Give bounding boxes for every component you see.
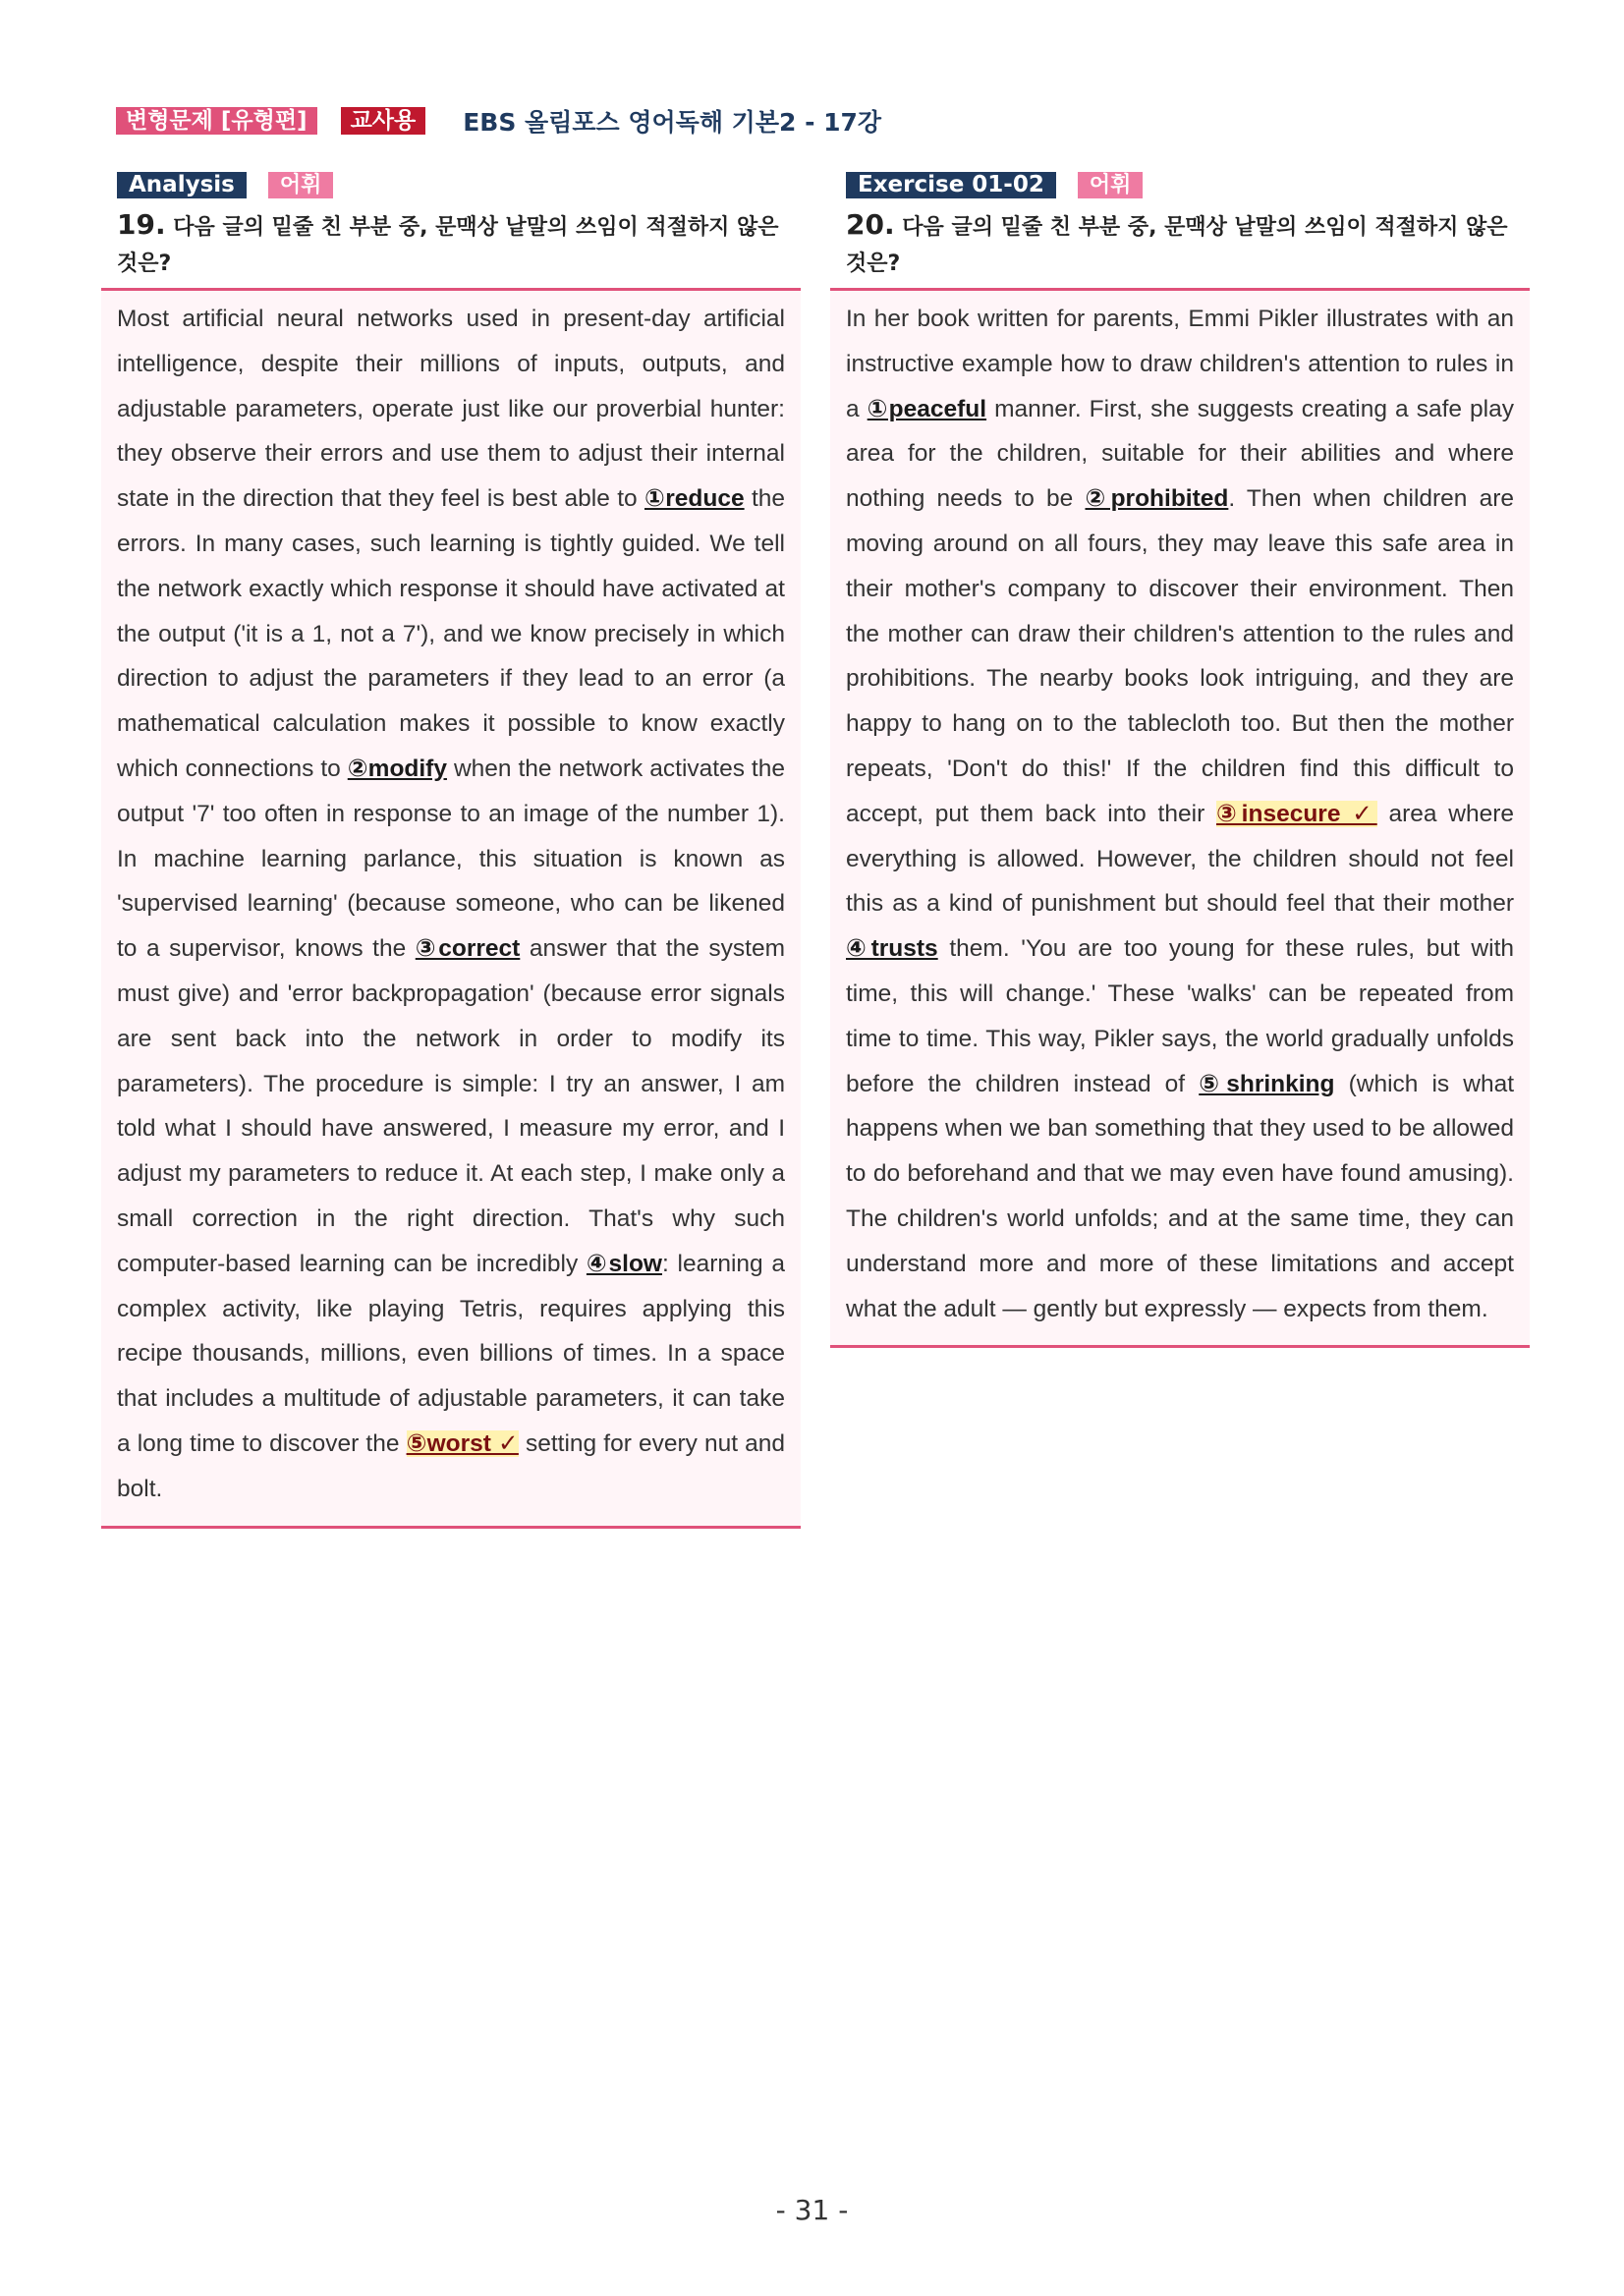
page-header xyxy=(116,105,881,137)
underlined-choice: ③correct xyxy=(415,935,521,963)
question-number: 19. xyxy=(117,208,166,241)
question-20-prompt xyxy=(830,206,1530,282)
passage-text: the errors. In many cases, such learning is tightly guided. We tell the network exactly which response it should have activated at the output ('it is a 1, not a 7'), and we know precisely in which direction to adjust the parameters if they lead to an error (a mathematical calculation makes it possible to know exactly which connections to xyxy=(117,485,786,782)
underlined-choice: ②prohibited xyxy=(1085,485,1229,513)
page-title: EBS 올림포스 영어독해 기본2 - 17강 xyxy=(463,108,882,137)
underlined-choice: ①peaceful xyxy=(867,395,987,422)
passage-text: . Then when children are moving around on all fours, they may leave this safe area in their mother's company to discover their environment. Then the mother can draw their children's attention to the rules and prohibitions. The nearby books look intriguing, and they are happy to hang on to the tablecloth too. But then the mother repeats, 'Don't do this!' If the children find this difficult to accept, put them back into their xyxy=(846,485,1515,827)
passage-text: manner. First, she suggests creating a safe play area for the children, suitable for their abilities and where nothing needs to be xyxy=(846,395,1514,513)
passage-text: : learning a complex activity, like playing Tetris, requires applying this recipe thousands, millions, even billions of times. In a space that includes a multitude of adjustable parameters, it can take a long time to discover the xyxy=(117,1250,785,1457)
passage-text: when the network activates the output '7' too often in response to an image of the number 1). In machine learning parlance, this situation is known as 'supervised learning' (because someone, who can be likened to a supervisor, knows the xyxy=(117,755,785,963)
vocabulary-tag: 어휘 xyxy=(268,172,334,198)
question-19-labels xyxy=(101,171,801,198)
underlined-choice: ①reduce xyxy=(644,485,745,513)
underlined-choice: ④trusts xyxy=(846,935,938,963)
passage-20 xyxy=(830,288,1530,1348)
question-19 xyxy=(101,171,801,1529)
passage-text: setting for every nut and bolt. xyxy=(117,1429,786,1502)
underlined-choice: ②modify xyxy=(347,755,447,782)
passage-text: answer that the system must give) and 'error backpropagation' (because error signals are sent back into the network in order to modify its parameters). The procedure is simple: I try an answer, I am told what I should have answered, I measure my error, and I adjust my parameters to reduce it. At each step, I make only a small correction in the right direction. That's why such computer-based learning can be incredibly xyxy=(117,935,785,1277)
exercise-label: Exercise 01-02 xyxy=(846,172,1056,198)
answer-choice: ⑤worst ✓ xyxy=(406,1429,519,1457)
passage-text: In her book written for parents, Emmi Pikler illustrates with an instructive example how to draw children's attention to rules in a xyxy=(846,306,1514,422)
passage-text: Most artificial neural networks used in present-day artificial intelligence, despite their millions of inputs, outputs, and adjustable parameters, operate just like our proverbial hunter: they observe their errors and use them to adjust their internal state in the direction that they feel is best able to xyxy=(117,306,785,513)
answer-choice: ③insecure ✓ xyxy=(1215,800,1377,827)
passage-text: (which is what happens when we ban something that they used to be allowed to do beforehand and that we may even have found amusing). The children's world unfolds; and at the same time, they can understand more and more of these limitations and accept what the adult — gently but expressly — expects from them. xyxy=(846,1070,1515,1322)
teacher-edition-tag: 교사용 xyxy=(341,107,426,135)
page-number: - 31 - xyxy=(775,2194,849,2226)
question-20 xyxy=(830,171,1530,1348)
analysis-label: Analysis xyxy=(117,172,247,198)
underlined-choice: ④slow xyxy=(586,1250,662,1277)
variant-problem-tag: 변형문제 [유형편] xyxy=(116,107,317,135)
passage-text: area where everything is allowed. However, the children should not feel this as a kind of punishment but should feel that their mother xyxy=(846,800,1514,918)
question-text: 다음 글의 밑줄 친 부분 중, 문맥상 낱말의 쓰임이 적절하지 않은 것은? xyxy=(117,215,779,276)
vocabulary-tag: 어휘 xyxy=(1078,172,1144,198)
question-text: 다음 글의 밑줄 친 부분 중, 문맥상 낱말의 쓰임이 적절하지 않은 것은? xyxy=(846,215,1508,276)
question-number: 20. xyxy=(846,208,895,241)
question-19-prompt xyxy=(101,206,801,282)
underlined-choice: ⑤shrinking xyxy=(1199,1070,1335,1097)
question-20-labels xyxy=(830,171,1530,198)
passage-text: them. 'You are too young for these rules, but with time, this will change.' These 'walks' can be repeated from time to time. This way, Pikler says, the world gradually unfolds before the children instead of xyxy=(846,935,1515,1097)
passage-19 xyxy=(101,288,801,1529)
